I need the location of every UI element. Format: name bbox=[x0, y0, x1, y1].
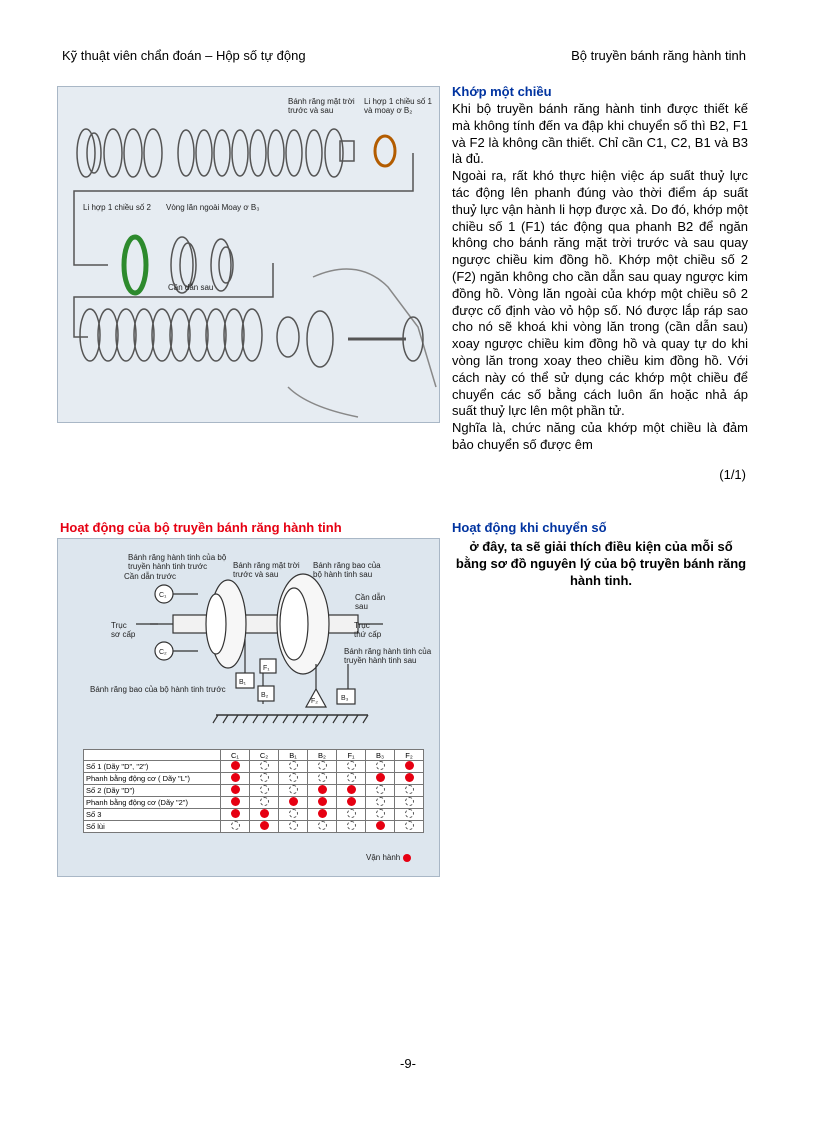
table-cell bbox=[366, 821, 395, 833]
table-cell bbox=[308, 809, 337, 821]
legend-label: Vận hành bbox=[366, 853, 401, 862]
label-input-shaft: Trục sơ cấp bbox=[111, 621, 136, 639]
active-dot bbox=[231, 761, 240, 770]
legend bbox=[366, 853, 411, 862]
table-col-header: F₂ bbox=[395, 750, 424, 761]
inactive-dot bbox=[376, 761, 385, 770]
table-row bbox=[84, 797, 424, 809]
active-dot bbox=[318, 785, 327, 794]
table-cell bbox=[366, 785, 395, 797]
table-row-label: Số lùi bbox=[84, 821, 221, 833]
table-corner bbox=[84, 750, 221, 761]
table-col-header: B₁ bbox=[279, 750, 308, 761]
table-row-label: Phanh bằng động cơ (Dãy "2") bbox=[84, 797, 221, 809]
table-cell bbox=[221, 785, 250, 797]
inactive-dot bbox=[231, 821, 240, 830]
table-cell bbox=[308, 773, 337, 785]
table-cell bbox=[366, 797, 395, 809]
exploded-view-figure bbox=[57, 86, 440, 423]
inactive-dot bbox=[289, 761, 298, 770]
table-cell bbox=[250, 785, 279, 797]
table-header-row bbox=[84, 750, 424, 761]
operation-table bbox=[83, 749, 424, 833]
header-right: Bộ truyền bánh răng hành tinh bbox=[571, 48, 746, 63]
label-one-way-clutch-2: Li hợp 1 chiều số 2 bbox=[83, 203, 151, 212]
inactive-dot bbox=[318, 761, 327, 770]
planetary-diagram-figure bbox=[57, 538, 440, 877]
table-cell bbox=[250, 773, 279, 785]
inactive-dot bbox=[289, 821, 298, 830]
active-dot bbox=[318, 797, 327, 806]
table-cell bbox=[221, 797, 250, 809]
label-sun-gear: Bánh răng mặt trời trước và sau bbox=[288, 97, 355, 115]
section-title-one-way-clutch: Khớp một chiều bbox=[452, 84, 552, 99]
section-body-one-way-clutch bbox=[452, 101, 748, 454]
inactive-dot bbox=[405, 797, 414, 806]
table-cell bbox=[366, 773, 395, 785]
table-row bbox=[84, 773, 424, 785]
table-cell bbox=[337, 773, 366, 785]
table-cell bbox=[279, 809, 308, 821]
label-rear-carrier: Cần dẫn sau bbox=[168, 283, 214, 292]
table-cell bbox=[366, 761, 395, 773]
table-cell bbox=[395, 797, 424, 809]
table-row bbox=[84, 821, 424, 833]
table-row bbox=[84, 761, 424, 773]
inactive-dot bbox=[260, 797, 269, 806]
label-front-carrier: Cần dẫn trước bbox=[124, 572, 176, 581]
inactive-dot bbox=[405, 785, 414, 794]
table-cell bbox=[337, 809, 366, 821]
table-cell bbox=[279, 773, 308, 785]
active-dot bbox=[376, 773, 385, 782]
exploded-view-drawing bbox=[58, 87, 439, 422]
table-cell bbox=[221, 773, 250, 785]
active-dot bbox=[405, 761, 414, 770]
inactive-dot bbox=[260, 761, 269, 770]
inactive-dot bbox=[260, 773, 269, 782]
page-ref: (1/1) bbox=[719, 467, 746, 482]
table-col-header: B₃ bbox=[366, 750, 395, 761]
label-rear-planet: Bánh răng hành tinh của truyền hành tinh sau bbox=[344, 647, 432, 665]
table-cell bbox=[250, 821, 279, 833]
table-cell bbox=[250, 761, 279, 773]
active-dot bbox=[347, 785, 356, 794]
label-b3: B₃ bbox=[341, 695, 349, 702]
paragraph-3: Nghĩa là, chức năng của khớp một chiều là đảm bảo chuyển số được êm bbox=[452, 420, 748, 452]
table-cell bbox=[279, 797, 308, 809]
table-col-header: B₂ bbox=[308, 750, 337, 761]
table-cell bbox=[279, 821, 308, 833]
table-cell bbox=[395, 809, 424, 821]
table-col-header: C₁ bbox=[221, 750, 250, 761]
table-row-label: Phanh bằng động cơ ( Dãy "L") bbox=[84, 773, 221, 785]
inactive-dot bbox=[289, 773, 298, 782]
table-cell bbox=[395, 821, 424, 833]
active-dot bbox=[260, 821, 269, 830]
table-row-label: Số 2 (Dãy "D") bbox=[84, 785, 221, 797]
header-left: Kỹ thuật viên chẩn đoán – Hộp số tự động bbox=[62, 48, 306, 63]
label-rear-carrier-2: Cần dẫn sau bbox=[355, 593, 386, 611]
active-dot bbox=[231, 809, 240, 818]
label-output-shaft: Trục thứ cấp bbox=[354, 621, 382, 639]
label-outer-race: Vòng lăn ngoài Moay ơ B₃ bbox=[166, 203, 260, 212]
label-front-ring: Bánh răng bao của bộ hành tinh trước bbox=[90, 685, 226, 694]
table-cell bbox=[279, 785, 308, 797]
table-cell bbox=[221, 761, 250, 773]
inactive-dot bbox=[318, 821, 327, 830]
page-number: -9- bbox=[400, 1056, 416, 1071]
active-dot bbox=[318, 809, 327, 818]
label-b1: B₁ bbox=[239, 679, 247, 686]
active-dot bbox=[260, 809, 269, 818]
label-sun-gear-2: Bánh răng mặt trời trước và sau bbox=[233, 561, 300, 579]
table-cell bbox=[395, 785, 424, 797]
label-front-planet: Bánh răng hành tinh của bộ truyền hành tinh trước bbox=[128, 553, 227, 571]
active-dot bbox=[231, 785, 240, 794]
inactive-dot bbox=[347, 821, 356, 830]
table-cell bbox=[308, 797, 337, 809]
table-cell bbox=[308, 821, 337, 833]
section-body-shift-operation: ở đây, ta sẽ giải thích điều kiện của mỗi số bằng sơ đồ nguyên lý của bộ truyền bánh răng hành tinh. bbox=[455, 539, 747, 588]
inactive-dot bbox=[347, 773, 356, 782]
table-cell bbox=[250, 797, 279, 809]
inactive-dot bbox=[347, 809, 356, 818]
table-cell bbox=[308, 785, 337, 797]
inactive-dot bbox=[289, 785, 298, 794]
table-cell bbox=[250, 809, 279, 821]
table-cell bbox=[366, 809, 395, 821]
legend-dot bbox=[403, 854, 411, 862]
inactive-dot bbox=[289, 809, 298, 818]
inactive-dot bbox=[376, 785, 385, 794]
label-c2: C₂ bbox=[159, 649, 167, 656]
label-f1: F₁ bbox=[263, 665, 270, 672]
active-dot bbox=[231, 797, 240, 806]
label-one-way-clutch-1: Li hợp 1 chiều số 1 và moay ơ B₂ bbox=[364, 97, 432, 115]
table-cell bbox=[337, 785, 366, 797]
table-cell bbox=[337, 797, 366, 809]
table-row bbox=[84, 809, 424, 821]
table-row bbox=[84, 785, 424, 797]
inactive-dot bbox=[260, 785, 269, 794]
table-col-header: C₂ bbox=[250, 750, 279, 761]
label-f2: F₂ bbox=[311, 698, 318, 705]
inactive-dot bbox=[376, 809, 385, 818]
table-col-header: F₁ bbox=[337, 750, 366, 761]
inactive-dot bbox=[405, 821, 414, 830]
active-dot bbox=[231, 773, 240, 782]
section-title-shift-operation: Hoạt động khi chuyển số bbox=[452, 520, 607, 535]
inactive-dot bbox=[405, 809, 414, 818]
table-row-label: Số 3 bbox=[84, 809, 221, 821]
label-c1: C₁ bbox=[159, 592, 167, 599]
active-dot bbox=[376, 821, 385, 830]
inactive-dot bbox=[376, 797, 385, 806]
table-cell bbox=[395, 761, 424, 773]
table-cell bbox=[308, 761, 337, 773]
table-row-label: Số 1 (Dãy "D", "2") bbox=[84, 761, 221, 773]
label-b2: B₂ bbox=[261, 692, 269, 699]
active-dot bbox=[405, 773, 414, 782]
paragraph-1: Khi bộ truyền bánh răng hành tinh được thiết kế mà không tính đến va đập khi chuyển số thì B2, F1 và F2 là không cần thiết. Chỉ cần C1, C2, B1 và B3 là đủ. bbox=[452, 101, 748, 167]
table-cell bbox=[337, 821, 366, 833]
active-dot bbox=[347, 797, 356, 806]
table-cell bbox=[337, 761, 366, 773]
active-dot bbox=[289, 797, 298, 806]
table-cell bbox=[221, 809, 250, 821]
inactive-dot bbox=[318, 773, 327, 782]
table-cell bbox=[279, 761, 308, 773]
paragraph-2: Ngoài ra, rất khó thực hiện việc áp suất thuỷ lực tác động lên phanh đúng vào thời điểm áp suất thuỷ lực vận hành li hợp được xả. Do đó, khớp một chiều số 1 (F1) tác động qua phanh B2 để ngăn không cho bánh răng mặt trời trước và sau quay ngược chiều kim đồng hồ. Khớp một chiều số 2 (F2) ngăn không cho cần dẫn sau quay ngược kim đồng hồ. Vòng lăn ngoài của khớp một chiều sô 2 được cố định vào vỏ hộp số. Nó được lắp ráp sao cho nó sẽ khoá khi vòng lăn trong (cần dẫn sau) xoay ngược chiều kim đồng hồ và quay tự do khi vòng lăn trong xoay theo chiều kim đồng hồ. Với cách này có thể sử dụng các khớp một chiều để chuyển các số bằng cách luôn ấn hoặc nhả áp suất thuỷ lực lên một phần tử. bbox=[452, 168, 748, 419]
section-title-planetary-operation: Hoạt động của bộ truyền bánh răng hành tinh bbox=[60, 520, 342, 535]
table-cell bbox=[221, 821, 250, 833]
table-cell bbox=[395, 773, 424, 785]
inactive-dot bbox=[347, 761, 356, 770]
label-rear-ring: Bánh răng bao của bộ hành tinh sau bbox=[313, 561, 381, 579]
